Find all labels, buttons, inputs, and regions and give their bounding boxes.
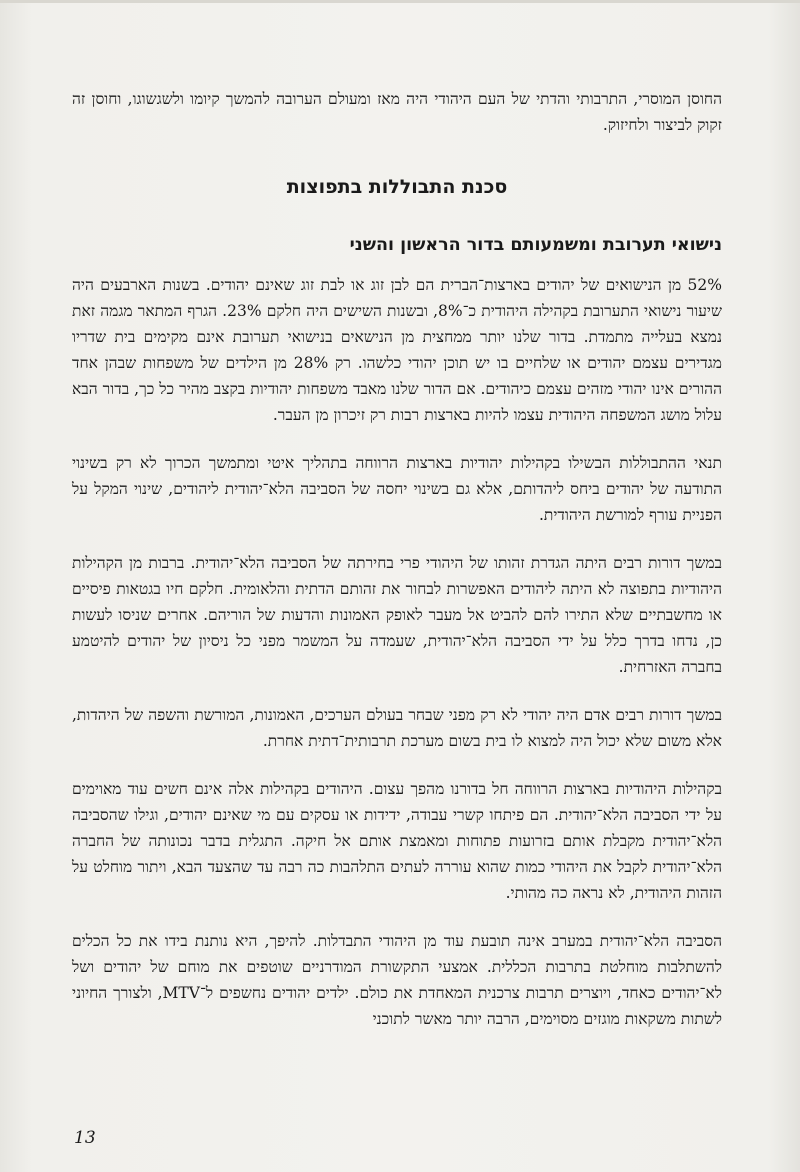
body-paragraph: במשך דורות רבים אדם היה יהודי לא רק מפני שבחר בעולם הערכים, האמונות, המורשת והשפה של היהדות, אלא משום שלא יכול היה למצוא לו בית בשום מערכת תרבותית־דתית אחרת.	[72, 706, 722, 750]
body-paragraph: תנאי ההתבוללות הבשילו בקהילות יהודיות בארצות הרווחה בתהליך איטי ומתמשך הכרוך לא רק בשינוי התודעה של יהודים ביחס ליהדותם, אלא גם בשינוי יחסה של הסביבה הלא־יהודית ליהודים, שינוי המקל על הפניית עורף למורשת היהודית.	[72, 454, 722, 524]
page-content	[72, 86, 722, 1054]
body-paragraph: בקהילות היהודיות בארצות הרווחה חל בדורנו מהפך עצום. היהודים בקהילות אלה אינם חשים עוד מאוימים על ידי הסביבה הלא־יהודית. הם פיתחו קשרי עבודה, ידידות או עסקים עם מי שאינם יהודים, וגילו שהסביבה הלא־יהודית מקבלת אותם בזרועות פתוחות ומאמצת אותם אל חיקה. התגלית בדבר נכונותה של החברה הלא־יהודית לקבל את היהודי כמות שהוא עוררה לעתים התלהבות כה רבה עד שהצעד הבא, ויתור מוחלט על הזהות היהודית, לא נראה כה מהותי.	[72, 780, 722, 902]
body-paragraph: הסביבה הלא־יהודית במערב אינה תובעת עוד מן היהודי התבדלות. להיפך, היא נותנת בידו את כל הכלים להשתלבות מוחלטת בתרבות הכללית. אמצעי התקשורת המודרניים שוטפים את מוחם של יהודים ושל לא־יהודים כאחד, ויוצרים תרבות צרכנית המאחדת את כולם. ילדים יהודים נחשפים ל־MTV, ולצורך החיוני לשתות משקאות מוגזים מסוימים, הרבה יותר מאשר לתוכני	[72, 932, 722, 1028]
page-top-edge	[0, 0, 800, 3]
section-title: סכנת התבוללות בתפוצות	[286, 176, 508, 198]
body-paragraph: במשך דורות רבים היתה הגדרת זהותו של היהודי פרי בחירתה של הסביבה הלא־יהודית. ברבות מן הקהילות היהודיות בתפוצה לא היתה ליהודים האפשרות לבחור את זהותם הדתית והלאומית. חלקם חיו בגטאות פיסיים או מחשבתיים שלא התירו להם להביט אל מעבר לאופק האמונות והדעות של הוריהם. אחרים שניסו לעשות כן, נדחו בדרך כלל על ידי הסביבה הלא־יהודית, שעמדה על המשמר מפני כל ניסיון של יהודים להיטמע בחברה האזרחית.	[72, 554, 722, 676]
section-subtitle: נישואי תערובת ומשמעותם בדור הראשון והשני	[349, 235, 722, 255]
body-paragraph: 52% מן הנישואים של יהודים בארצות־הברית הם לבן זוג או לבת זוג שאינם יהודים. בשנות הארבעים היה שיעור נישואי התערובת בקהילה היהודית כ־8%, ובשנות השישים היה חלקם 23%. הגרף המתאר מגמה זאת נמצא בעלייה מתמדת. בדור שלנו יותר ממחצית מן הנישאים בנישואי תערובת אינם מקימים בית שדריו מגדירים עצמם יהודים או שלחיים בו יש תוכן יהודי כלשהו. רק 28% מן הילדים של משפחות שבהן אחד ההורים אינו יהודי מזהים עצמם כיהודים. אם הדור שלנו מאבד משפחות יהודיות בקצב מהיר כל כך, בדור הבא עלול מושג המשפחה היהודית עצמו להיות בארצות רבות רק זיכרון מן העבר.	[72, 276, 722, 424]
intro-paragraph: החוסן המוסרי, התרבותי והדתי של העם היהודי היה מאז ומעולם הערובה להמשך קיומו ולשגשוגו, וחוסן זה זקוק לביצור ולחיזוק.	[72, 90, 722, 134]
page-number: 13	[74, 1128, 96, 1148]
